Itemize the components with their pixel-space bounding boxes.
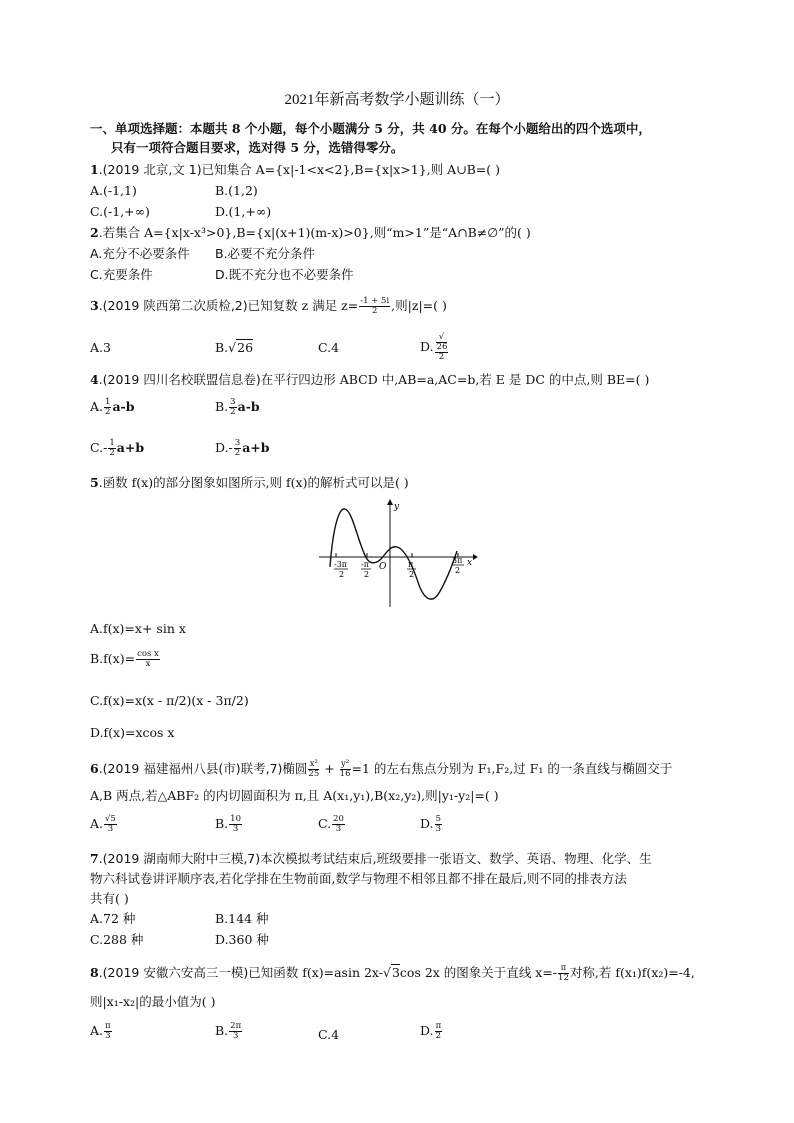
fraction: $\frac{\text{x²}}{25}$ (308, 759, 320, 779)
question-text-end: =1 的左右焦点分别为 F₁,F₂,过 F₁ 的一条直线与椭圆交于 (351, 761, 673, 776)
q4-option-c: C.- $\frac{1}{2}$ a+b (90, 438, 145, 458)
question-text: 已知集合 A={x|-1<x<2},B={x|x>1},则 A∪B=( ) (201, 162, 501, 177)
tick-label-3pi: 3π (452, 556, 463, 565)
question-number: 1 (90, 162, 99, 177)
question-number: 5 (90, 475, 99, 490)
question-8-line-2: 则|x₁-x₂|的最小值为( ) (90, 994, 216, 1009)
question-number: 3 (90, 298, 99, 313)
function-graph (315, 497, 480, 609)
q8-option-d: D. $\frac{\pi}{2}$ (420, 1021, 442, 1041)
q1-option-d: D.(1,+∞) (215, 204, 272, 219)
question-source: .(2019 陕西第二次质检,2) (98, 298, 248, 313)
q7-option-d: D.360 种 (215, 932, 269, 947)
question-number: 2 (90, 225, 99, 240)
q3-option-c: C.4 (318, 340, 340, 355)
question-6-line-2: A,B 两点,若△ABF₂ 的内切圆面积为 π,且 A(x₁,y₁),B(x₂,y₂),则|y₁-y₂|=( ) (90, 788, 499, 803)
question-text: 椭圆 (282, 761, 308, 776)
page-title: 2021年新高考数学小题训练（一） (284, 92, 510, 108)
q7-option-c: C.288 种 (90, 932, 144, 947)
q5-option-c: C.f(x)=x(x - π/2)(x - 3π/2) (90, 693, 249, 708)
tick-label-den: 2 (409, 570, 415, 579)
x-axis-arrow (473, 554, 478, 560)
question-6: 6.(2019 福建福州八县(市)联考,7)椭圆 $\frac{\text{x²}}{25}$ + $\frac{\text{y²}}{16}$ =1 的左右焦点分别为 F₁,F₂,过 F₁ 的一条直线与椭圆交于 (90, 759, 673, 779)
q3-option-a: A.3 (90, 340, 111, 355)
question-2 (90, 224, 531, 241)
tick-label-den: 2 (339, 570, 345, 579)
question-4 (90, 371, 649, 388)
question-source: .(2019 湖南师大附中三模,7) (98, 851, 261, 866)
q6-option-b: B. $\frac{10}{3}$ (215, 814, 241, 834)
q3-option-d: D. √ 26 2 (420, 332, 448, 362)
question-7-line-2: 物六科试卷讲评顺序表,若化学排在生物前面,数学与物理不相邻且都不排在最后,则不同的排表方法 (90, 871, 627, 886)
fraction: $\frac{\pi}{12}$ (558, 963, 569, 983)
question-source: .(2019 北京,文 1) (98, 162, 202, 177)
y-label: y (394, 502, 400, 512)
section-heading-2: 只有一项符合题目要求，选对得 5 分，选错得零分。 (111, 140, 404, 155)
q5-option-a: A.f(x)=x+ sin x (90, 621, 186, 636)
q2-option-a: A.充分不必要条件 (90, 246, 190, 261)
section-heading: 一、单项选择题：本题共 8 个小题，每个小题满分 5 分，共 40 分。在每个小题给出的四个选项中， (90, 121, 651, 136)
q8-option-b: B. $\frac{2\pi}{3}$ (215, 1021, 242, 1041)
radicand: 3 (391, 965, 400, 980)
q2-option-b: B.必要不充分条件 (215, 246, 316, 261)
question-text: .若集合 A={x|x-x³>0},B={x|(x+1)(m-x)>0},则“m>1”是“A∩B≠∅”的( ) (98, 225, 531, 240)
q6-option-d: D. $\frac{5}{3}$ (420, 814, 441, 834)
tick-label-pi: π (408, 560, 414, 569)
question-source: .(2019 四川名校联盟信息卷) (98, 372, 261, 387)
x-label: x (467, 558, 473, 568)
fraction: $\frac{-1 + 5i}{2}$ (360, 296, 390, 316)
question-3 (90, 297, 447, 316)
tick-label-negpi: -π (361, 560, 369, 569)
question-text: 在平行四边形 ABCD 中,AB=a,AC=b,若 E 是 DC 的中点,则 BE=( ) (260, 372, 650, 387)
question-text-end: 对称,若 f(x₁)f(x₂)=-4, (569, 965, 695, 980)
question-number: 4 (90, 372, 99, 387)
question-text: .函数 f(x)的部分图象如图所示,则 f(x)的解析式可以是( ) (98, 475, 409, 490)
q1-option-b: B.(1,2) (215, 183, 258, 198)
question-text-mid: cos 2x 的图象关于直线 x=- (399, 965, 558, 980)
q4-option-d: D.- $\frac{3}{2}$ a+b (215, 438, 270, 458)
question-8: 8.(2019 安徽六安高三一模)已知函数 f(x)=asin 2x-√3cos 2x 的图象关于直线 x=- $\frac{\pi}{12}$ 对称,若 f(x₁)f(x₂)=-4, (90, 963, 695, 983)
q5-option-b: B.f(x)= $\frac{\text{cos x}}{x}$ (90, 649, 159, 669)
q8-option-a: A. $\frac{\pi}{3}$ (90, 1021, 111, 1041)
question-7-line-3: 共有( ) (90, 891, 129, 906)
question-text-end: ,则|z|=( ) (391, 298, 447, 313)
q2-option-d: D.既不充分也不必要条件 (215, 267, 354, 282)
q7-option-b: B.144 种 (215, 911, 269, 926)
q5-option-d: D.f(x)=xcos x (90, 725, 175, 740)
tick-label-neg3pi: -3π (334, 560, 348, 569)
question-source: .(2019 福建福州八县(市)联考,7) (98, 761, 283, 776)
question-text: 本次模拟考试结束后,班级要排一张语文、数学、英语、物理、化学、生 (260, 851, 652, 866)
q4-option-a: A. $\frac{1}{2}$ a-b (90, 397, 135, 417)
tick-label-den: 2 (455, 566, 461, 575)
q6-option-a: A. $\frac{√5}{3}$ (90, 814, 116, 834)
curve (330, 509, 457, 599)
question-number: 8 (90, 965, 99, 980)
q3-option-b: B.√26 (215, 340, 254, 355)
question-number: 6 (90, 761, 99, 776)
question-number: 7 (90, 851, 99, 866)
question-text: 已知函数 f(x)=asin 2x- (248, 965, 383, 980)
origin-label: O (379, 562, 387, 572)
q2-option-c: C.充要条件 (90, 267, 153, 282)
q1-option-c: C.(-1,+∞) (90, 204, 150, 219)
question-7 (90, 850, 652, 867)
question-5 (90, 474, 409, 491)
question-text: 已知复数 z 满足 z= (247, 298, 359, 313)
y-axis-arrow (387, 499, 393, 505)
q7-option-a: A.72 种 (90, 911, 136, 926)
q1-option-a: A.(-1,1) (90, 183, 137, 198)
fraction: $\frac{\text{y²}}{16}$ (339, 759, 351, 779)
q6-option-c: C. $\frac{20}{3}$ (318, 814, 344, 834)
q8-option-c: C.4 (318, 1027, 340, 1042)
q4-option-b: B. $\frac{3}{2}$ a-b (215, 397, 260, 417)
question-1 (90, 161, 500, 178)
tick-label-den: 2 (364, 570, 370, 579)
question-source: .(2019 安徽六安高三一模) (98, 965, 249, 980)
